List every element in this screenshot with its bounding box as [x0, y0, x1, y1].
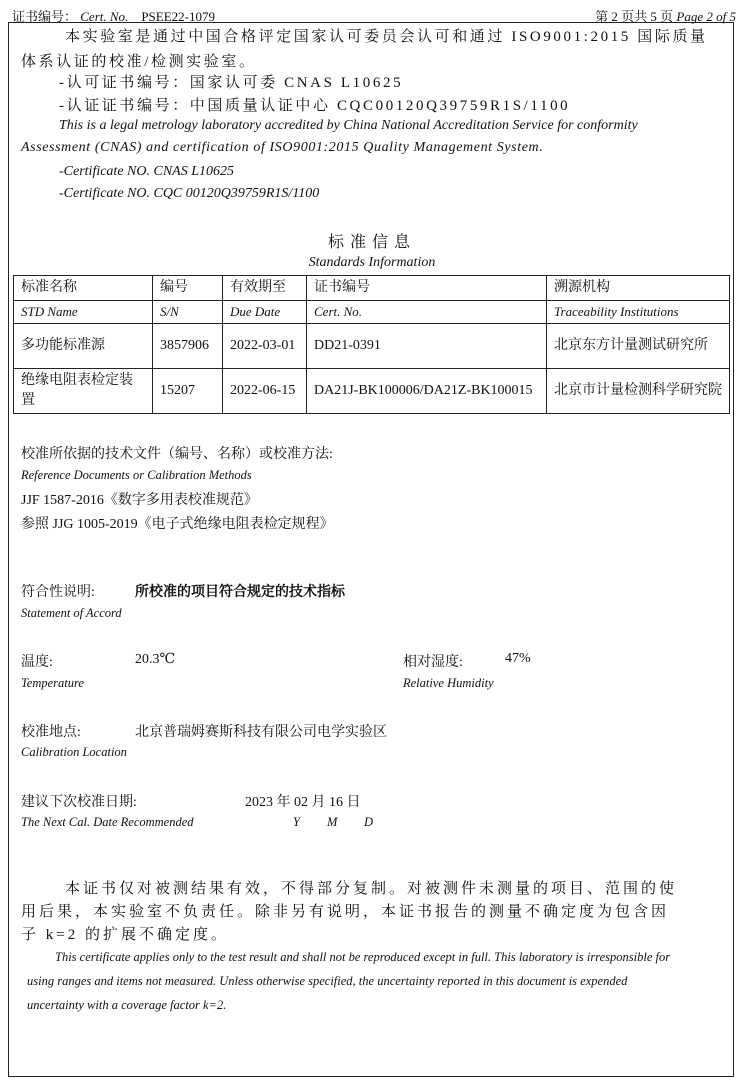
cell-traceability: 北京市计量检测科学研究院: [547, 369, 730, 414]
table-header-row-en: [14, 301, 730, 324]
disclaimer-en-line1: This certificate applies only to the test result and shall not be reproduced except in full. This laboratory is irresponsible for: [55, 950, 671, 964]
standards-title-en: Standards Information: [308, 255, 436, 270]
cell-due-date: 2022-06-15: [223, 369, 307, 414]
cert-no-value: PSEE22-1079: [141, 9, 215, 24]
intro-en-line2: Assessment (CNAS) and certification of ISO9001:2015 Quality Management System.: [21, 140, 544, 155]
intro-cn-cert2: -认证证书编号：中国质量认证中心 CQC00120Q39759R1S/1100: [59, 98, 571, 114]
cert-label-cn: 证书编号：: [12, 9, 78, 24]
cell-std-name: 绝缘电阻表检定装置: [14, 369, 153, 414]
intro-cn-cert1: -认可证书编号：国家认可委 CNAS L10625: [59, 75, 404, 91]
reference-doc-1: JJF 1587-2016《数字多用表校准规范》: [21, 493, 258, 508]
cell-traceability: 北京东方计量测试研究所: [547, 324, 730, 369]
accord-label-en: Statement of Accord: [21, 606, 122, 620]
disclaimer-cn-line1: 本证书仅对被测结果有效，不得部分复制。对被测件未测量的项目、范围的使: [65, 881, 678, 897]
location-label-en: Calibration Location: [21, 745, 127, 759]
header-std-name-en: STD Name: [14, 301, 153, 324]
disclaimer-en-line3: uncertainty with a coverage factor k=2.: [27, 998, 227, 1012]
cell-cert-no: DD21-0391: [307, 324, 547, 369]
next-cal-label-cn: 建议下次校准日期:: [21, 795, 137, 810]
intro-cn-line1: 本实验室是通过中国合格评定国家认可委员会认可和通过 ISO9001:2015 国际质量: [65, 29, 708, 45]
page-cn: 第 2 页共 5 页: [595, 9, 674, 24]
intro-cn-line2: 体系认证的校准/检测实验室。: [21, 54, 257, 70]
next-cal-month-label: M: [327, 815, 338, 829]
header-traceability-en: Traceability Institutions: [547, 301, 730, 324]
header-due-date-cn: 有效期至: [223, 276, 307, 301]
intro-en-cert2: -Certificate NO. CQC 00120Q39759R1S/1100: [59, 186, 320, 201]
next-cal-year-label: Y: [293, 815, 300, 829]
cell-sn: 15207: [153, 369, 223, 414]
temperature-value: 20.3℃: [135, 652, 176, 667]
header-sn-en: S/N: [153, 301, 223, 324]
temperature-label-cn: 温度:: [21, 655, 53, 670]
accord-label-cn: 符合性说明:: [21, 585, 95, 600]
reference-label-en: Reference Documents or Calibration Methods: [21, 468, 252, 482]
cell-std-name: 多功能标准源: [14, 324, 153, 369]
reference-doc-2: 参照 JJG 1005-2019《电子式绝缘电阻表检定规程》: [21, 517, 334, 532]
intro-en-line1: This is a legal metrology laboratory accredited by China National Accreditation Service for conformity: [59, 118, 638, 133]
disclaimer-cn-line2: 用后果，本实验室不负责任。除非另有说明，本证书报告的测量不确定度为包含因: [21, 904, 670, 920]
standards-table: [13, 275, 730, 414]
next-cal-value: 2023 年 02 月 16 日: [245, 795, 361, 810]
humidity-value: 47%: [505, 651, 531, 666]
header-traceability-cn: 溯源机构: [547, 276, 730, 301]
humidity-label-cn: 相对湿度:: [403, 655, 463, 670]
document-frame: [8, 22, 734, 1077]
location-value: 北京普瑞姆赛斯科技有限公司电学实验区: [135, 725, 387, 740]
location-label-cn: 校准地点:: [21, 725, 81, 740]
next-cal-label-en: The Next Cal. Date Recommended: [21, 815, 194, 829]
table-header-row-cn: [14, 276, 730, 301]
header-due-date-en: Due Date: [223, 301, 307, 324]
cell-cert-no: DA21J-BK100006/DA21Z-BK100015: [307, 369, 547, 414]
header-cert-no-en: Cert. No.: [307, 301, 547, 324]
next-cal-day-label: D: [364, 815, 374, 829]
table-row: [14, 324, 730, 369]
header-cert-no-cn: 证书编号: [307, 276, 547, 301]
standards-title-cn: 标准信息: [327, 234, 416, 251]
temperature-label-en: Temperature: [21, 676, 84, 690]
disclaimer-cn-line3: 子 k=2 的扩展不确定度。: [21, 927, 229, 943]
humidity-label-en: Relative Humidity: [403, 676, 494, 690]
page-header: [8, 4, 740, 24]
cell-due-date: 2022-03-01: [223, 324, 307, 369]
reference-label-cn: 校准所依据的技术文件（编号、名称）或校准方法:: [21, 447, 333, 462]
header-sn-cn: 编号: [153, 276, 223, 301]
intro-en-cert1: -Certificate NO. CNAS L10625: [59, 164, 234, 179]
cell-sn: 3857906: [153, 324, 223, 369]
header-std-name-cn: 标准名称: [14, 276, 153, 301]
accord-value: 所校准的项目符合规定的技术指标: [135, 585, 345, 600]
cert-label-en: Cert. No.: [80, 9, 129, 24]
page-en: Page 2 of 5: [676, 9, 736, 24]
table-row: [14, 369, 730, 414]
disclaimer-en-line2: using ranges and items not measured. Unless otherwise specified, the uncertainty reported in this document is expended: [27, 974, 628, 988]
